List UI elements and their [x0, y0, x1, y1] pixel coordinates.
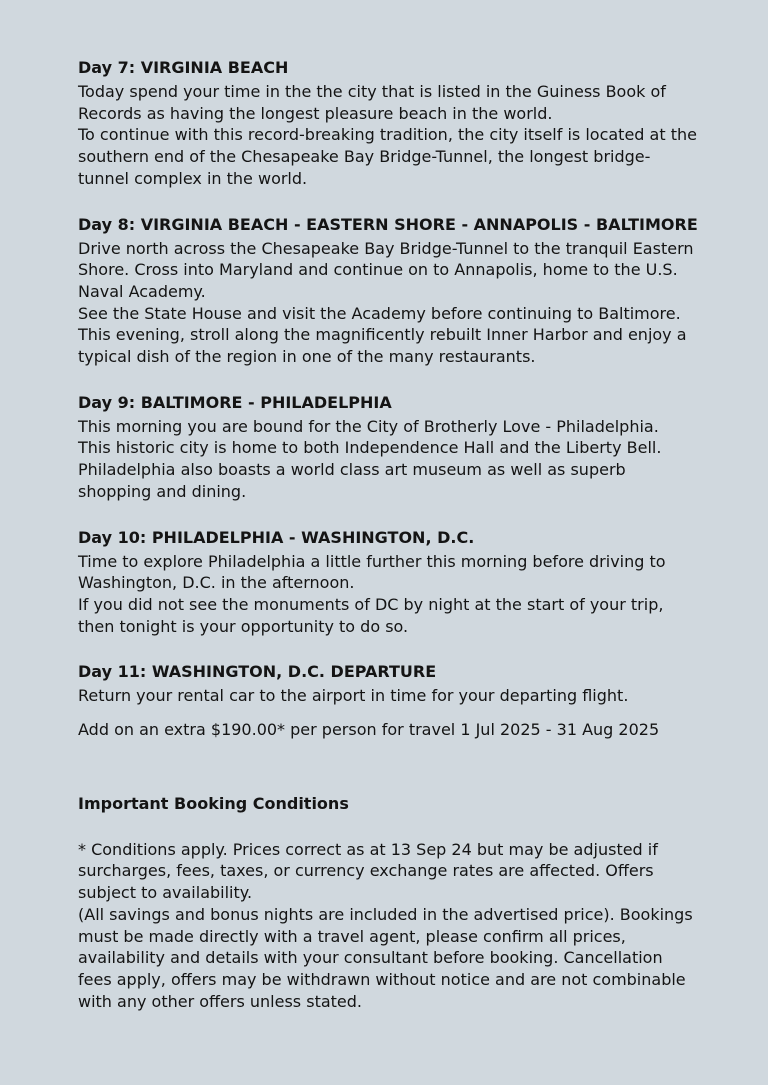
- day-7-paragraph-2: To continue with this record-breaking tradition, the city itself is located at the southern end of the Chesapeake Bay Bridge-Tunnel, the longest bridge-tunnel complex in the world.: [78, 125, 697, 188]
- day-8-heading: Day 8: VIRGINIA BEACH - EASTERN SHORE - ANNAPOLIS - BALTIMORE: [78, 214, 698, 234]
- day-10-section: [78, 527, 698, 638]
- day-9-paragraph-2: This historic city is home to both Independence Hall and the Liberty Bell.: [78, 438, 662, 458]
- day-11-section: [78, 661, 698, 740]
- day-10-paragraph-1: Time to explore Philadelphia a little further this morning before driving to Washington, D.C. in the afternoon.: [78, 551, 666, 593]
- day-9-paragraph-3: Philadelphia also boasts a world class art museum as well as superb shopping and dining.: [78, 460, 626, 501]
- booking-conditions-heading: Important Booking Conditions: [78, 793, 349, 813]
- day-8-paragraph-2: See the State House and visit the Academy before continuing to Baltimore.: [78, 303, 681, 323]
- booking-conditions-paragraph-2: (All savings and bonus nights are included in the advertised price). Bookings must be made directly with a travel agent, please confirm all prices, availability and details with your consultant before booking. Cancellation fees apply, offers may be withdrawn without notice and are not combinable with any other offers unless stated.: [78, 904, 693, 1011]
- day-8-section: [78, 214, 698, 368]
- day-10-paragraph-2: If you did not see the monuments of DC by night at the start of your trip, then tonight is your opportunity to do so.: [78, 594, 664, 636]
- day-8-paragraph-3: This evening, stroll along the magnificently rebuilt Inner Harbor and enjoy a typical dish of the region in one of the many restaurants.: [78, 325, 687, 367]
- addon-price-note: Add on an extra $190.00* per person for travel 1 Jul 2025 - 31 Aug 2025: [78, 720, 660, 740]
- day-11-paragraph-1: Return your rental car to the airport in time for your departing flight.: [78, 686, 629, 706]
- itinerary-content: [78, 57, 698, 1012]
- day-11-heading: Day 11: WASHINGTON, D.C. DEPARTURE: [78, 662, 437, 682]
- day-9-paragraph-1: This morning you are bound for the City of Brotherly Love - Philadelphia.: [78, 416, 659, 436]
- day-7-section: [78, 57, 698, 190]
- day-8-paragraph-1: Drive north across the Chesapeake Bay Bridge-Tunnel to the tranquil Eastern Shore. Cross into Maryland and continue on to Annapolis, home to the U.S. Naval Academy.: [78, 238, 694, 301]
- day-7-heading: Day 7: VIRGINIA BEACH: [78, 58, 289, 77]
- day-10-heading: Day 10: PHILADELPHIA - WASHINGTON, D.C.: [78, 527, 475, 547]
- booking-conditions-paragraph-1: * Conditions apply. Prices correct as at 13 Sep 24 but may be adjusted if surcharges, fees, taxes, or currency exchange rates are affected. Offers subject to availability.: [78, 839, 658, 903]
- day-9-heading: Day 9: BALTIMORE - PHILADELPHIA: [78, 392, 392, 412]
- day-9-section: [78, 392, 698, 503]
- day-7-paragraph-1: Today spend your time in the the city that is listed in the Guiness Book of Records as having the longest pleasure beach in the world.: [78, 82, 666, 123]
